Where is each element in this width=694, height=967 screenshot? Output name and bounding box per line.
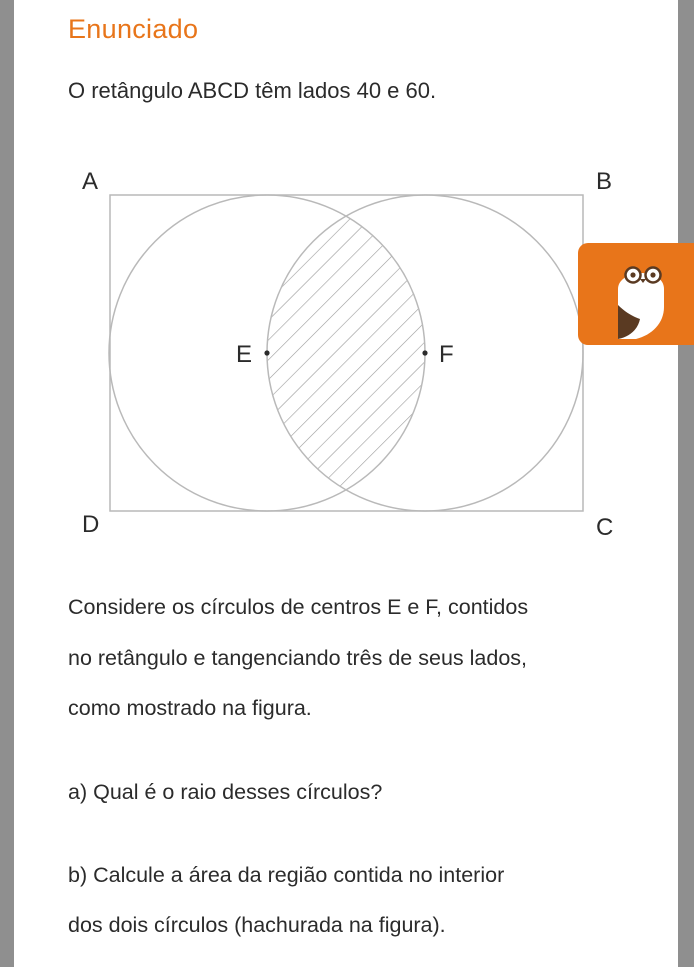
question-part-b-line-1: b) Calcule a área da região contida no interior (68, 863, 505, 887)
label-e: E (236, 341, 253, 368)
center-f-point (422, 350, 427, 355)
question-part-a: a) Qual é o raio desses círculos? (68, 780, 383, 804)
question-line-2: no retângulo e tangenciando três de seus lados, (68, 646, 527, 670)
label-c: C (596, 514, 614, 541)
question-line-3: como mostrado na figura. (68, 696, 312, 720)
question-part-b-line-2: dos dois círculos (hachurada na figura). (68, 913, 446, 937)
label-f: F (439, 341, 454, 368)
statement-intro: O retângulo ABCD têm lados 40 e 60. (68, 78, 437, 103)
label-b: B (596, 168, 613, 195)
label-a: A (82, 168, 99, 195)
section-title: Enunciado (68, 14, 199, 44)
label-d: D (82, 511, 100, 538)
question-line-1: Considere os círculos de centros E e F, contidos (68, 595, 529, 619)
center-e-point (264, 350, 269, 355)
exercise-card (14, 0, 678, 967)
owl-icon (578, 243, 694, 345)
owl-helper-button[interactable] (578, 243, 694, 345)
